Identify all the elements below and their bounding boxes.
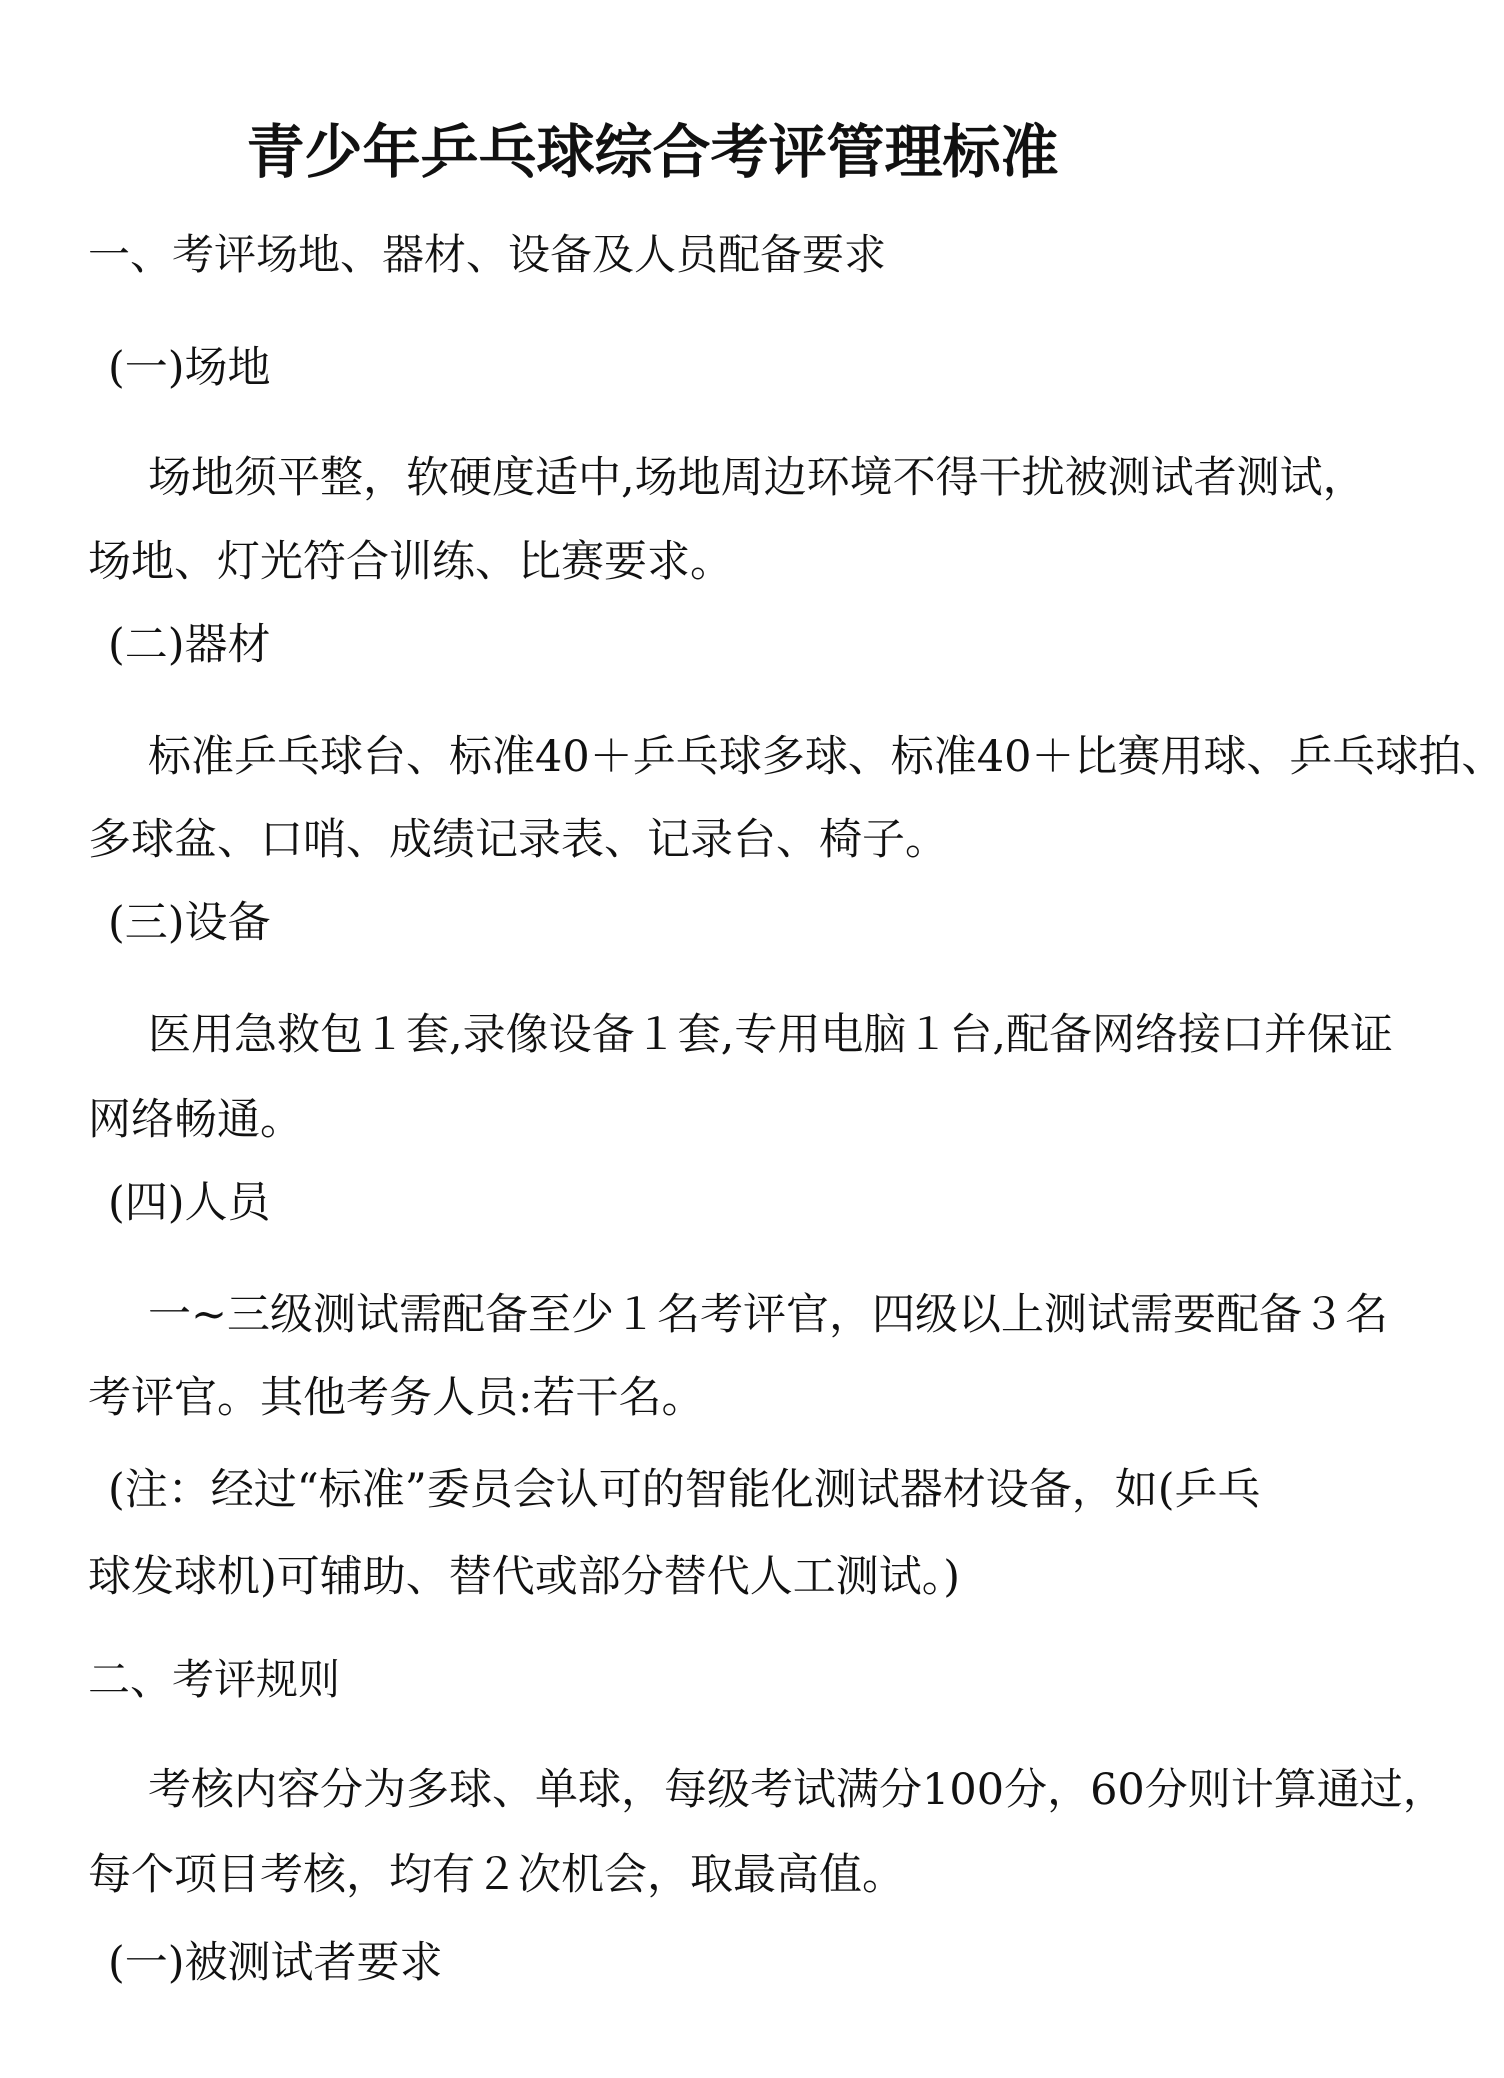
devices-paragraph-line-2: 网络畅通。 — [88, 1095, 303, 1145]
note-line-2: 球发球机)可辅助、替代或部分替代人工测试。) — [88, 1552, 961, 1602]
venue-heading: (一)场地 — [108, 343, 271, 393]
note-line-1: (注：经过“标准”委员会认可的智能化测试器材设备，如(乒乓 — [108, 1465, 1261, 1515]
document-title: 青少年乒乓球综合考评管理标准 — [246, 118, 1059, 186]
equipment-paragraph-line-1: 标准乒乓球台、标准40＋乒乓球多球、标准40＋比赛用球、乒乓球拍、 — [148, 732, 1504, 782]
section-2-heading: 二、考评规则 — [88, 1655, 341, 1704]
equipment-paragraph-line-2: 多球盆、口哨、成绩记录表、记录台、椅子。 — [88, 815, 948, 865]
devices-heading: (三)设备 — [108, 898, 271, 948]
section-1-heading: 一、考评场地、器材、设备及人员配备要求 — [88, 230, 887, 279]
examinee-requirements-heading: (一)被测试者要求 — [108, 1938, 443, 1988]
staff-paragraph-line-2: 考评官。其他考务人员:若干名。 — [88, 1373, 705, 1423]
rules-paragraph-line-1: 考核内容分为多球、单球，每级考试满分100分，60分则计算通过， — [148, 1765, 1446, 1815]
rules-paragraph-line-2: 每个项目考核，均有２次机会，取最高值。 — [88, 1850, 905, 1900]
staff-paragraph-line-1: 一~三级测试需配备至少１名考评官，四级以上测试需要配备３名 — [148, 1290, 1389, 1340]
staff-heading: (四)人员 — [108, 1178, 271, 1228]
venue-paragraph-line-1: 场地须平整，软硬度适中,场地周边环境不得干扰被测试者测试， — [148, 453, 1366, 503]
devices-paragraph-line-1: 医用急救包１套,录像设备１套,专用电脑１台,配备网络接口并保证 — [148, 1010, 1394, 1060]
equipment-heading: (二)器材 — [108, 620, 271, 670]
venue-paragraph-line-2: 场地、灯光符合训练、比赛要求。 — [88, 537, 733, 587]
